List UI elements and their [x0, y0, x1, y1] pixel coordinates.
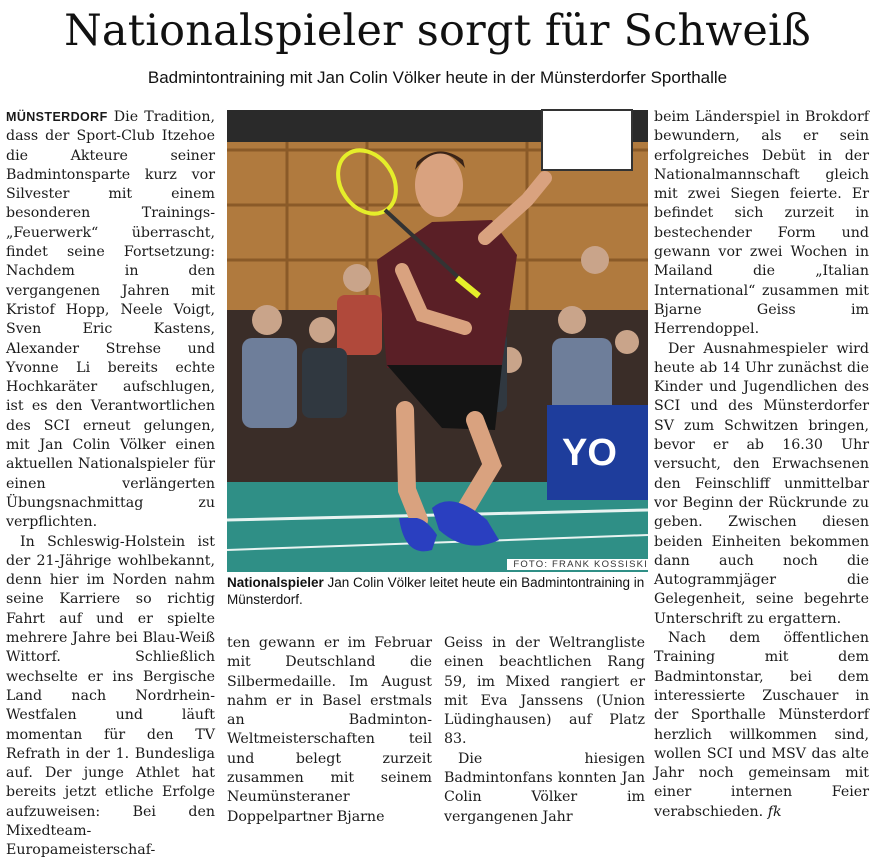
photo-caption: [227, 574, 648, 620]
paragraph-intro: Die Tradition, dass der Sport-Club Itzehoe die Akteure seiner Badmintonsparte kurz vor Silvester mit einem besonderen Trainings-„Feuerwerk“ überrascht, findet seine Fortsetzung: Nachdem in den vergangenen Jahren mit Kristof Hopp, Neele Voigt, Sven Eric Kastens, Alexander Strehse und Yvonne Li bereits echte Hochkaräter aufschlugen, ist es den Verantwortlichen des SCI erneut gelungen, mit Jan Colin Völker einen aktuellen Nationalspieler für einen verlängerten Übungsnachmittag zu verpflichten.: [6, 109, 215, 531]
caption-lead: Nationalspieler: [227, 575, 324, 590]
paragraph-closing: Nach dem öffentlichen Training mit dem Badmintonstar, bei dem interessierte Zuschauer in der Sporthalle Münsterdorf herzlich willkommen sind, wollen SCI und MSV das alte Jahr noch gemeinsam mit einer internen Feier verabschieden.: [654, 630, 869, 820]
paragraph-career: In Schleswig-Holstein ist der 21-Jährige wohlbekannt, denn hier im Norden nahm seine Karriere so richtig Fahrt auf und er spielte mehrere Jahre bei Blau-Weiß Wittorf. Schließlich wechselte er ins Bergische Land nach Nordrhein-Westfalen und läuft momentan für den TV Refrath in der 1. Bundesliga auf. Der junge Athlet hat bereits jetzt etliche Erfolge aufzuweisen: Bei den Mixedteam-Europameisterschaf-: [6, 533, 215, 859]
headline: Nationalspieler sorgt für Schweiß: [64, 6, 811, 56]
dateline: MÜNSTERDORF: [6, 110, 108, 124]
paragraph-schedule: Der Ausnahmespieler wird heute ab 14 Uhr zunächst die Kinder und Jugendlichen des SCI und des Münsterdorfer SV zum Schwitzen bringen, bevor er ab 16.30 Uhr versucht, den Erwachsenen den Feinschliff unmittelbar vor Beginn der Rückrunde zu geben. Zwischen diesen beiden Einheiten bekommen dann auch noch die Autogrammjäger die Gelegenheit, seine begehrte Unterschrift zu ergattern.: [654, 340, 869, 627]
paragraph-medals: ten gewann er im Februar mit Deutschland die Silbermedaille. Im August nahm er in Basel erstmals an Badminton-Weltmeisterschaften teil und belegt zurzeit zusammen mit seinem Neumünsteraner Doppelpartner Bjarne: [227, 635, 432, 825]
subheadline: Badmintontraining mit Jan Colin Völker heute in der Münsterdorfer Sporthalle: [147, 68, 728, 87]
photo-credit: FOTO: FRANK KOSSISKI: [507, 559, 648, 570]
article-column-2: [227, 634, 432, 825]
author-signature: fk: [767, 803, 782, 820]
badminton-player-photo: [227, 110, 648, 572]
paragraph-debut: beim Länderspiel in Brokdorf bewundern, als er sein erfolgreiches Debüt in der Nationalmannschaft gleich mit zwei Siegen feierte. Er befindet sich zurzeit in bestechender Form und gewann vor zwei Wochen in Mailand die „Italian International“ zusammen mit Bjarne Geiss im Herrendoppel.: [654, 109, 869, 338]
paragraph-ranking: Geiss in der Weltrangliste einen beachtlichen Rang 59, im Mixed rangiert er mit Eva Janssens (Union Lüdinghausen) auf Platz 83.: [444, 635, 645, 748]
article-column-1: [6, 108, 215, 859]
article-column-3: [444, 634, 645, 825]
banner-text: YO: [562, 432, 617, 474]
caption-text: Jan Colin Völker leitet heute ein Badmintontraining in Münsterdorf.: [227, 575, 645, 607]
article-column-4: [654, 108, 869, 820]
paragraph-fans: Die hiesigen Badmintonfans konnten Jan Colin Völker im vergangenen Jahr: [444, 750, 645, 825]
photo-illustration: [227, 110, 648, 572]
